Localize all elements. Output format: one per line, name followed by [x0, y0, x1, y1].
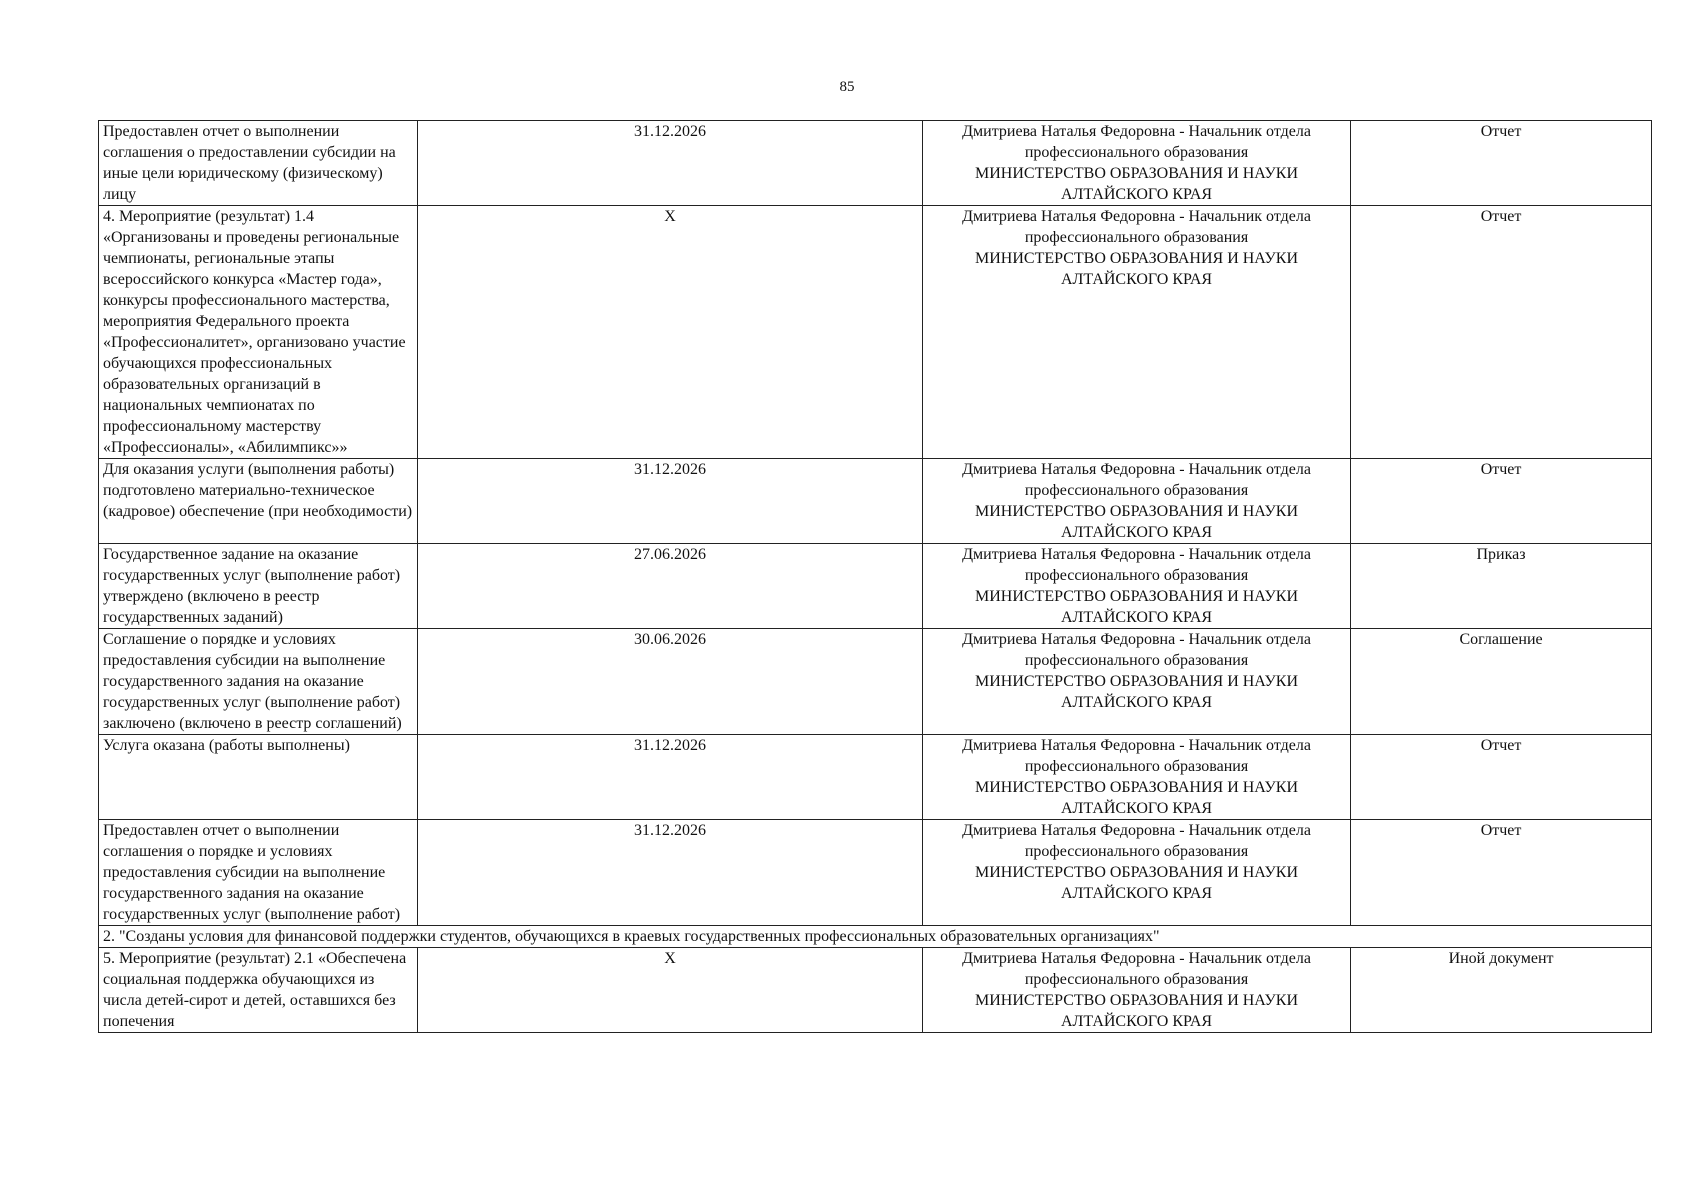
- responsible-org: МИНИСТЕРСТВО ОБРАЗОВАНИЯ И НАУКИ АЛТАЙСКОГО КРАЯ: [975, 503, 1299, 541]
- responsible-person: Дмитриева Наталья Федоровна - Начальник отдела профессионального образования: [962, 546, 1311, 584]
- cell-responsible: [922, 206, 1350, 459]
- table-row: [99, 820, 1652, 926]
- responsible-person: Дмитриева Наталья Федоровна - Начальник отдела профессионального образования: [962, 950, 1311, 988]
- responsible-person: Дмитриева Наталья Федоровна - Начальник отдела профессионального образования: [962, 123, 1311, 161]
- page-number: 85: [839, 79, 855, 95]
- responsible-org: МИНИСТЕРСТВО ОБРАЗОВАНИЯ И НАУКИ АЛТАЙСКОГО КРАЯ: [975, 165, 1299, 203]
- responsible-org: МИНИСТЕРСТВО ОБРАЗОВАНИЯ И НАУКИ АЛТАЙСКОГО КРАЯ: [975, 673, 1299, 711]
- responsible-person: Дмитриева Наталья Федоровна - Начальник отдела профессионального образования: [962, 631, 1311, 669]
- cell-date: 30.06.2026: [418, 629, 923, 735]
- cell-document-type: Иной документ: [1351, 948, 1652, 1033]
- cell-date: 27.06.2026: [418, 544, 923, 629]
- cell-date: 31.12.2026: [418, 121, 923, 206]
- cell-responsible: [922, 121, 1350, 206]
- table-row: [99, 206, 1652, 459]
- cell-event-name: 4. Мероприятие (результат) 1.4 «Организованы и проведены региональные чемпионаты, региональные этапы всероссийского конкурса «Мастер года», конкурсы профессионального мастерства, мероприятия Федерального проекта «Профессионалитет», организовано участие обучающихся профессиональных образовательных организаций в национальных чемпионатах по профессиональному мастерству «Профессионалы», «Абилимпикс»»: [99, 206, 418, 459]
- cell-document-type: Отчет: [1351, 206, 1652, 459]
- cell-responsible: [922, 948, 1350, 1033]
- responsible-org: МИНИСТЕРСТВО ОБРАЗОВАНИЯ И НАУКИ АЛТАЙСКОГО КРАЯ: [975, 779, 1299, 817]
- responsible-org: МИНИСТЕРСТВО ОБРАЗОВАНИЯ И НАУКИ АЛТАЙСКОГО КРАЯ: [975, 864, 1299, 902]
- schedule-table: [98, 120, 1652, 1033]
- cell-document-type: Отчет: [1351, 459, 1652, 544]
- cell-event-name: Услуга оказана (работы выполнены): [99, 735, 418, 820]
- responsible-org: МИНИСТЕРСТВО ОБРАЗОВАНИЯ И НАУКИ АЛТАЙСКОГО КРАЯ: [975, 588, 1299, 626]
- cell-responsible: [922, 544, 1350, 629]
- cell-event-name: Соглашение о порядке и условиях предоставления субсидии на выполнение государственного задания на оказание государственных услуг (выполнение работ) заключено (включено в реестр соглашений): [99, 629, 418, 735]
- cell-responsible: [922, 629, 1350, 735]
- responsible-person: Дмитриева Наталья Федоровна - Начальник отдела профессионального образования: [962, 208, 1311, 246]
- cell-responsible: [922, 459, 1350, 544]
- cell-document-type: Отчет: [1351, 121, 1652, 206]
- responsible-org: МИНИСТЕРСТВО ОБРАЗОВАНИЯ И НАУКИ АЛТАЙСКОГО КРАЯ: [975, 250, 1299, 288]
- responsible-person: Дмитриева Наталья Федоровна - Начальник отдела профессионального образования: [962, 461, 1311, 499]
- cell-responsible: [922, 820, 1350, 926]
- section-heading-row: [99, 926, 1652, 948]
- responsible-person: Дмитриева Наталья Федоровна - Начальник отдела профессионального образования: [962, 822, 1311, 860]
- cell-event-name: Государственное задание на оказание государственных услуг (выполнение работ) утверждено (включено в реестр государственных заданий): [99, 544, 418, 629]
- cell-document-type: Отчет: [1351, 820, 1652, 926]
- cell-document-type: Приказ: [1351, 544, 1652, 629]
- responsible-org: МИНИСТЕРСТВО ОБРАЗОВАНИЯ И НАУКИ АЛТАЙСКОГО КРАЯ: [975, 992, 1299, 1030]
- cell-date: 31.12.2026: [418, 735, 923, 820]
- cell-event-name: Для оказания услуги (выполнения работы) подготовлено материально-техническое (кадровое) обеспечение (при необходимости): [99, 459, 418, 544]
- section-heading: 2. "Созданы условия для финансовой поддержки студентов, обучающихся в краевых государственных профессиональных образовательных организациях": [99, 926, 1652, 948]
- table-row: [99, 629, 1652, 735]
- cell-event-name: 5. Мероприятие (результат) 2.1 «Обеспечена социальная поддержка обучающихся из числа детей-сирот и детей, оставшихся без попечения: [99, 948, 418, 1033]
- cell-date: X: [418, 948, 923, 1033]
- cell-document-type: Соглашение: [1351, 629, 1652, 735]
- table-row: [99, 121, 1652, 206]
- table-row: [99, 948, 1652, 1033]
- cell-responsible: [922, 735, 1350, 820]
- responsible-person: Дмитриева Наталья Федоровна - Начальник отдела профессионального образования: [962, 737, 1311, 775]
- cell-document-type: Отчет: [1351, 735, 1652, 820]
- cell-date: 31.12.2026: [418, 820, 923, 926]
- table-row: [99, 544, 1652, 629]
- table-row: [99, 459, 1652, 544]
- table-row: [99, 735, 1652, 820]
- cell-date: X: [418, 206, 923, 459]
- cell-event-name: Предоставлен отчет о выполнении соглашения о порядке и условиях предоставления субсидии на выполнение государственного задания на оказание государственных услуг (выполнение работ): [99, 820, 418, 926]
- cell-date: 31.12.2026: [418, 459, 923, 544]
- cell-event-name: Предоставлен отчет о выполнении соглашения о предоставлении субсидии на иные цели юридическому (физическому) лицу: [99, 121, 418, 206]
